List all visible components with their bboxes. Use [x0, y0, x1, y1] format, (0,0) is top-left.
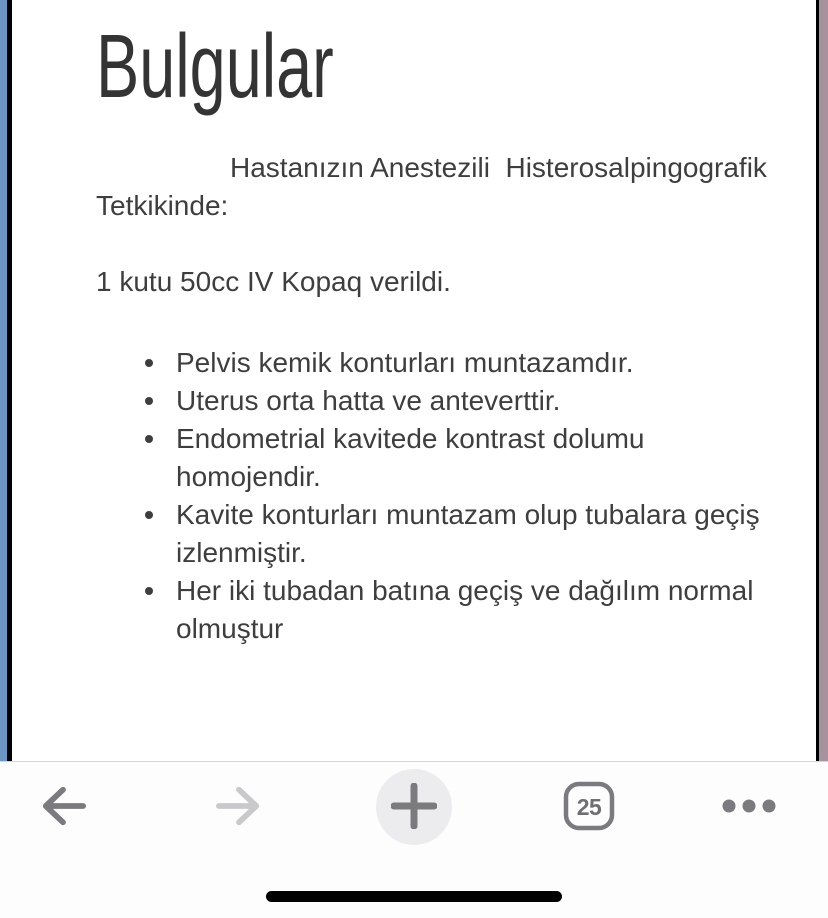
blank-line [96, 301, 788, 339]
page-left-margin-strip [0, 0, 7, 761]
back-arrow-icon [40, 785, 86, 830]
forward-arrow-icon [216, 785, 262, 830]
findings-list [96, 344, 772, 648]
blank-line [96, 225, 788, 263]
back-button[interactable] [35, 779, 91, 835]
bullet-item: Her iki tubadan batına geçiş ve dağılım normal olmuştur [176, 572, 772, 648]
ellipsis-icon [722, 799, 776, 816]
slide-body [96, 149, 788, 648]
home-indicator[interactable] [266, 891, 562, 902]
new-tab-button[interactable] [376, 769, 452, 845]
page-right-margin-strip [819, 0, 828, 761]
bullet-item: Pelvis kemik konturları muntazamdır. [176, 344, 772, 382]
plus-icon [391, 783, 437, 832]
contrast-dose-line: 1 kutu 50cc IV Kopaq verildi. [96, 266, 451, 297]
bullet-item: Kavite konturları muntazam olup tubalara geçiş izlenmiştir. [176, 496, 772, 572]
forward-button[interactable] [211, 779, 267, 835]
slide-content [12, 0, 816, 761]
slide-title [96, 17, 816, 117]
tab-switcher-button[interactable] [561, 779, 617, 835]
bullet-item: Endometrial kavitede kontrast dolumu homojendir. [176, 420, 772, 496]
intro-text-line-2: Tetkikinde: [96, 190, 229, 221]
bullet-item: Uterus orta hatta ve anteverttir. [176, 382, 772, 420]
intro-text-line-1: Hastanızın Anestezili Histerosalpingografik [230, 152, 767, 183]
slide-title-text: Bulgular [96, 17, 334, 117]
tab-count: 25 [576, 793, 602, 820]
more-menu-button[interactable] [721, 779, 777, 835]
